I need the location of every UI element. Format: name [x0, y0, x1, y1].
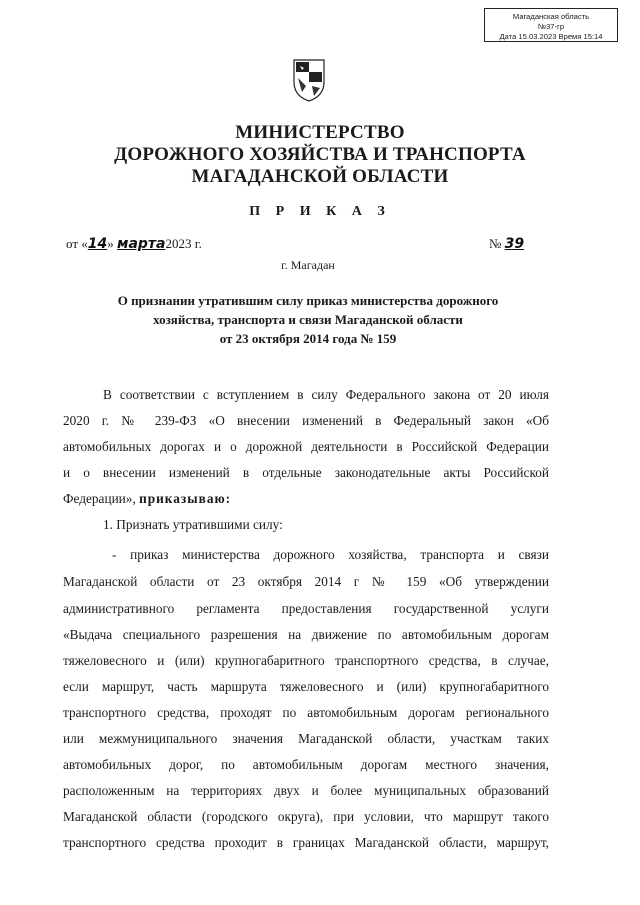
ministry-name-line-1: МИНИСТЕРСТВО	[235, 122, 405, 143]
paragraph-line: Магаданской области (городского округа), при условии, что маршрут такого	[63, 809, 549, 824]
paragraph-line: автомобильных дорог, по автомобильным дорогам местного значения,	[63, 757, 549, 772]
stamp-number: №37-гр	[537, 22, 565, 31]
paragraph-line: тяжеловесного и (или) крупногабаритного транспортного средства, в случае,	[63, 653, 549, 668]
paragraph-line-last	[63, 490, 231, 508]
paragraph-line: или межмуниципального значения Магаданской области, участкам таких	[63, 731, 549, 746]
title-line-3: от 23 октября 2014 года № 159	[219, 331, 397, 346]
city: г. Магадан	[281, 258, 335, 272]
date-separator: »	[107, 236, 117, 251]
paragraph-line: 2020 г. № 239-ФЗ «О внесении изменений в Федеральный закон «Об	[63, 413, 549, 428]
paragraph-text: Федерации»,	[63, 491, 140, 506]
order-date	[66, 236, 202, 252]
paragraph-line: Магаданской области от 23 октября 2014 г № 159 «Об утверждении	[63, 574, 549, 589]
paragraph-line: - приказ министерства дорожного хозяйства, транспорта и связи	[112, 547, 549, 562]
paragraph-line: административного регламента предоставления государственной услуги	[63, 601, 549, 616]
list-item: 1. Признать утратившими силу:	[103, 517, 283, 532]
ministry-name-line-2: ДОРОЖНОГО ХОЗЯЙСТВА И ТРАНСПОРТА	[114, 144, 526, 165]
paragraph-line: если маршрут, часть маршрута тяжеловесного и (или) крупногабаритного	[63, 679, 549, 694]
order-number	[489, 236, 524, 252]
date-year: 2023 г.	[165, 236, 202, 251]
document-type: П Р И К А З	[249, 204, 391, 219]
date-day: 14	[87, 236, 108, 252]
paragraph-line: транспортного средства, проходят по автомобильным дорогам регионального	[63, 705, 549, 720]
order-verb: приказываю:	[139, 491, 232, 506]
stamp-datetime: Дата 15.03.2023 Время 15:14	[499, 32, 603, 41]
registration-stamp	[484, 8, 618, 42]
paragraph-line: и о внесении изменений в отдельные законодательные акты Российской	[63, 465, 549, 480]
title-line-2: хозяйства, транспорта и связи Магаданской области	[153, 312, 463, 327]
paragraph-line: автомобильных дорогах и о дорожной деятельности в Российской Федерации	[63, 439, 549, 454]
number-value: 39	[504, 236, 525, 252]
coat-of-arms-emblem-icon	[292, 58, 326, 102]
paragraph-line: транспортного средства проходит в границах Магаданской области, маршрут,	[63, 835, 549, 850]
paragraph-line: «Выдача специального разрешения на движение по автомобильным дорогам	[63, 627, 549, 642]
paragraph-line: В соответствии с вступлением в силу Федерального закона от 20 июля	[103, 387, 549, 402]
date-prefix: от «	[66, 236, 88, 251]
date-month: марта	[117, 236, 166, 252]
stamp-region: Магаданская область	[512, 12, 590, 21]
paragraph-line: расположенным на территориях двух и более муниципальных образований	[63, 783, 549, 798]
number-label: №	[489, 236, 502, 251]
ministry-name-line-3: МАГАДАНСКОЙ ОБЛАСТИ	[191, 166, 449, 187]
title-line-1: О признании утратившим силу приказ министерства дорожного	[117, 293, 499, 308]
